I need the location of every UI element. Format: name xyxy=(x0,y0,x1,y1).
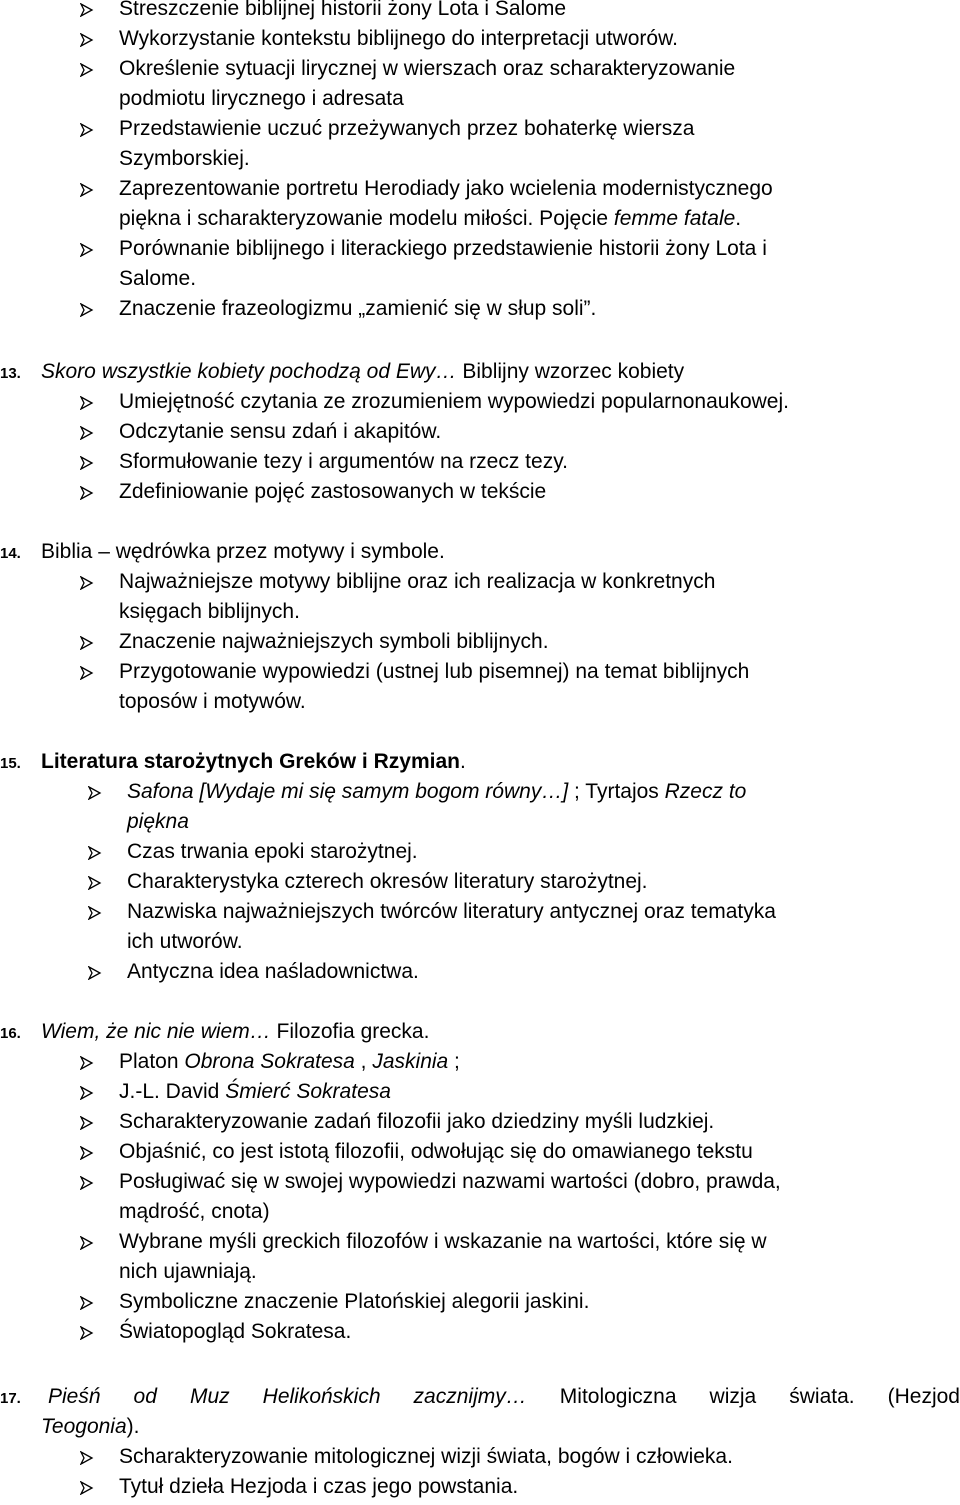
arrow-bullet-icon xyxy=(78,477,96,507)
list-item: Najważniejsze motywy biblijne oraz ich realizacja w konkretnych xyxy=(119,570,716,593)
list-item: Zdefiniowanie pojęć zastosowanych w tekście xyxy=(119,480,547,503)
list-item: Wykorzystanie kontekstu biblijnego do interpretacji utworów. xyxy=(119,27,678,50)
arrow-bullet-icon xyxy=(78,1167,96,1197)
list-item-continuation: Szymborskiej. xyxy=(119,147,250,170)
arrow-bullet-icon xyxy=(86,897,104,927)
arrow-bullet-icon xyxy=(86,957,104,987)
arrow-bullet-icon xyxy=(78,24,96,54)
list-item: Wybrane myśli greckich filozofów i wskazanie na wartości, które się w xyxy=(119,1230,767,1253)
list-item: J.-L. David Śmierć Sokratesa xyxy=(119,1080,391,1103)
list-item: Znaczenie najważniejszych symboli biblijnych. xyxy=(119,630,549,653)
section-number: 15. xyxy=(0,755,21,772)
arrow-bullet-icon xyxy=(78,174,96,204)
list-item: Streszczenie biblijnej historii żony Lota i Salome xyxy=(119,0,567,20)
arrow-bullet-icon xyxy=(78,567,96,597)
list-item: Scharakteryzowanie mitologicznej wizji świata, bogów i człowieka. xyxy=(119,1445,733,1468)
section-title: Literatura starożytnych Greków i Rzymian. xyxy=(41,750,466,773)
arrow-bullet-icon xyxy=(78,294,96,324)
list-item: Posługiwać się w swojej wypowiedzi nazwami wartości (dobro, prawda, xyxy=(119,1170,781,1193)
arrow-bullet-icon xyxy=(78,234,96,264)
arrow-bullet-icon xyxy=(78,1442,96,1472)
arrow-bullet-icon xyxy=(78,114,96,144)
list-item-continuation: ich utworów. xyxy=(127,930,243,953)
list-item: Safona [Wydaje mi się samym bogom równy…] ; Tyrtajos Rzecz to xyxy=(127,780,747,803)
list-item-continuation: piękna xyxy=(127,810,189,833)
arrow-bullet-icon xyxy=(78,417,96,447)
list-item-continuation: księgach biblijnych. xyxy=(119,600,300,623)
list-item: Porównanie biblijnego i literackiego przedstawienie historii żony Lota i xyxy=(119,237,767,260)
arrow-bullet-icon xyxy=(78,0,96,24)
list-item: Charakterystyka czterech okresów literatury starożytnej. xyxy=(127,870,648,893)
list-item: Symboliczne znaczenie Platońskiej alegorii jaskini. xyxy=(119,1290,590,1313)
arrow-bullet-icon xyxy=(78,387,96,417)
section-title-continuation: Teogonia). xyxy=(41,1415,140,1438)
arrow-bullet-icon xyxy=(78,1227,96,1257)
list-item-continuation: toposów i motywów. xyxy=(119,690,306,713)
list-item: Przedstawienie uczuć przeżywanych przez bohaterkę wiersza xyxy=(119,117,695,140)
arrow-bullet-icon xyxy=(78,1472,96,1502)
arrow-bullet-icon xyxy=(78,1077,96,1107)
arrow-bullet-icon xyxy=(86,867,104,897)
list-item-continuation: mądrość, cnota) xyxy=(119,1200,270,1223)
list-item: Określenie sytuacji lirycznej w wierszach oraz scharakteryzowanie xyxy=(119,57,736,80)
list-item: Przygotowanie wypowiedzi (ustnej lub pisemnej) na temat biblijnych xyxy=(119,660,750,683)
list-item-continuation: Salome. xyxy=(119,267,197,290)
list-item-continuation: nich ujawniają. xyxy=(119,1260,257,1283)
list-item-continuation: podmiotu lirycznego i adresata xyxy=(119,87,404,110)
list-item: Światopogląd Sokratesa. xyxy=(119,1320,352,1343)
arrow-bullet-icon xyxy=(78,1287,96,1317)
list-item: Umiejętność czytania ze zrozumieniem wypowiedzi popularnonaukowej. xyxy=(119,390,789,413)
list-item: Sformułowanie tezy i argumentów na rzecz tezy. xyxy=(119,450,568,473)
list-item: Zaprezentowanie portretu Herodiady jako wcielenia modernistycznego xyxy=(119,177,773,200)
list-item: Czas trwania epoki starożytnej. xyxy=(127,840,418,863)
list-item: Platon Obrona Sokratesa , Jaskinia ; xyxy=(119,1050,460,1073)
list-item-continuation: piękna i scharakteryzowanie modelu miłości. Pojęcie femme fatale. xyxy=(119,207,742,230)
section-title: Biblia – wędrówka przez motywy i symbole. xyxy=(41,540,445,563)
arrow-bullet-icon xyxy=(78,1047,96,1077)
arrow-bullet-icon xyxy=(86,837,104,867)
section-number: 17. xyxy=(0,1390,21,1407)
section-number: 14. xyxy=(0,545,21,562)
list-item: Tytuł dzieła Hezjoda i czas jego powstania. xyxy=(119,1475,519,1498)
list-item: Nazwiska najważniejszych twórców literatury antycznej oraz tematyka xyxy=(127,900,776,923)
arrow-bullet-icon xyxy=(78,627,96,657)
section-number: 13. xyxy=(0,365,21,382)
section-number: 16. xyxy=(0,1025,21,1042)
arrow-bullet-icon xyxy=(78,54,96,84)
arrow-bullet-icon xyxy=(78,1107,96,1137)
list-item: Znaczenie frazeologizmu „zamienić się w słup soli”. xyxy=(119,297,597,320)
section-title: Pieśń od Muz Helikońskich zacznijmy… Mitologiczna wizja świata. (Hezjod xyxy=(48,1385,960,1408)
list-item: Scharakteryzowanie zadań filozofii jako dziedziny myśli ludzkiej. xyxy=(119,1110,715,1133)
list-item: Antyczna idea naśladownictwa. xyxy=(127,960,419,983)
section-title: Wiem, że nic nie wiem… Filozofia grecka. xyxy=(41,1020,430,1043)
arrow-bullet-icon xyxy=(78,1137,96,1167)
list-item: Odczytanie sensu zdań i akapitów. xyxy=(119,420,442,443)
arrow-bullet-icon xyxy=(86,777,104,807)
arrow-bullet-icon xyxy=(78,1317,96,1347)
section-title: Skoro wszystkie kobiety pochodzą od Ewy… Biblijny wzorzec kobiety xyxy=(41,360,685,383)
list-item: Objaśnić, co jest istotą filozofii, odwołując się do omawianego tekstu xyxy=(119,1140,753,1163)
arrow-bullet-icon xyxy=(78,657,96,687)
arrow-bullet-icon xyxy=(78,447,96,477)
